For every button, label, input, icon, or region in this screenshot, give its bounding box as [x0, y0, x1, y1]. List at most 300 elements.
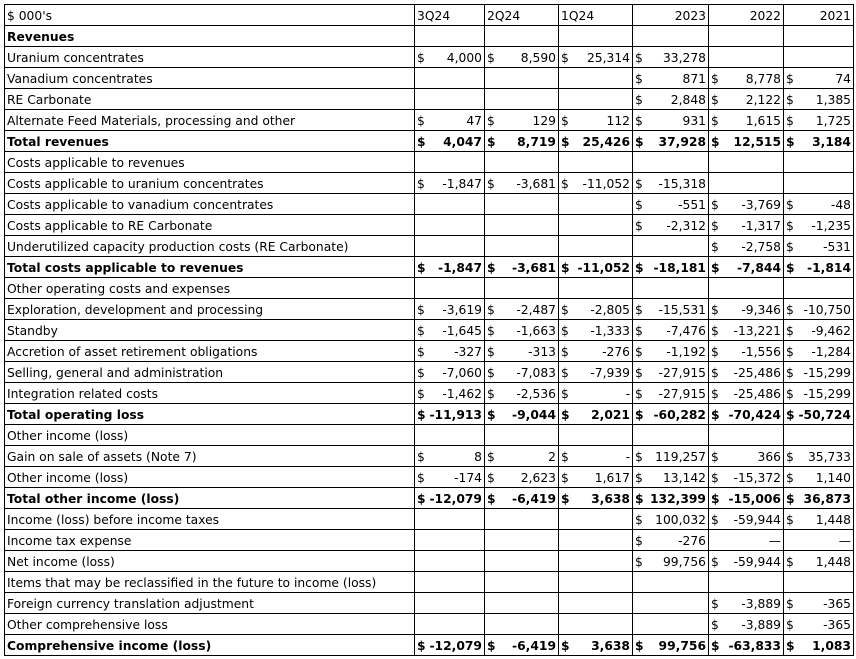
value-cell	[784, 152, 854, 173]
row-label: Alternate Feed Materials, processing and other	[5, 110, 415, 131]
amount: -365	[823, 597, 851, 611]
row-label: Other income (loss)	[5, 425, 415, 446]
table-row	[5, 194, 854, 215]
value-cell	[415, 341, 485, 362]
currency-symbol: $	[786, 492, 795, 506]
row-label: Foreign currency translation adjustment	[5, 593, 415, 614]
amount: -2,805	[590, 303, 630, 317]
amount: -9,044	[512, 408, 556, 422]
value-cell	[633, 425, 709, 446]
value-cell	[784, 362, 854, 383]
value-cell	[485, 320, 559, 341]
value-cell	[633, 278, 709, 299]
currency-symbol: $	[635, 639, 644, 653]
value-cell	[415, 614, 485, 635]
value-cell	[633, 551, 709, 572]
currency-symbol: $	[711, 387, 719, 401]
value-cell	[709, 278, 784, 299]
value-cell	[709, 68, 784, 89]
currency-symbol: $	[635, 534, 643, 548]
value-cell	[709, 635, 784, 656]
currency-symbol: $	[487, 135, 496, 149]
currency-symbol: $	[786, 135, 795, 149]
row-label: Other comprehensive loss	[5, 614, 415, 635]
value-cell	[709, 404, 784, 425]
value-cell	[784, 446, 854, 467]
table-row	[5, 593, 854, 614]
value-cell	[633, 341, 709, 362]
value-cell	[485, 362, 559, 383]
currency-symbol: $	[635, 471, 643, 485]
currency-symbol: $	[635, 555, 643, 569]
value-cell	[559, 404, 633, 425]
value-cell	[784, 341, 854, 362]
amount: -551	[678, 198, 706, 212]
value-cell	[485, 467, 559, 488]
amount: -1,847	[438, 261, 482, 275]
table-row	[5, 320, 854, 341]
amount: -70,424	[728, 408, 781, 422]
currency-symbol: $	[561, 450, 569, 464]
value-cell	[485, 173, 559, 194]
amount: -174	[454, 471, 482, 485]
column-header: 2022	[709, 5, 784, 26]
amount: 37,928	[658, 135, 706, 149]
currency-symbol: $	[711, 240, 719, 254]
amount: -15,299	[803, 387, 851, 401]
value-cell	[415, 110, 485, 131]
value-cell	[633, 152, 709, 173]
currency-symbol: $	[561, 492, 570, 506]
currency-symbol: $	[487, 177, 495, 191]
value-cell	[784, 467, 854, 488]
table-row	[5, 26, 854, 47]
amount: -11,052	[577, 261, 630, 275]
value-cell	[709, 173, 784, 194]
value-cell	[485, 614, 559, 635]
currency-symbol: $	[487, 303, 495, 317]
value-cell	[709, 215, 784, 236]
row-label: Other income (loss)	[5, 467, 415, 488]
value-cell	[633, 446, 709, 467]
table-row	[5, 446, 854, 467]
value-cell	[784, 68, 854, 89]
amount: -1,663	[516, 324, 556, 338]
column-header: 3Q24	[415, 5, 485, 26]
currency-symbol: $	[635, 408, 644, 422]
value-cell	[709, 131, 784, 152]
amount: 99,756	[662, 555, 706, 569]
currency-symbol: $	[561, 261, 570, 275]
value-cell	[784, 131, 854, 152]
value-cell	[485, 530, 559, 551]
value-cell	[415, 362, 485, 383]
currency-symbol: $	[711, 492, 720, 506]
row-label: Gain on sale of assets (Note 7)	[5, 446, 415, 467]
amount: 25,314	[586, 51, 630, 65]
currency-symbol: $	[711, 219, 719, 233]
currency-symbol: $	[711, 72, 719, 86]
value-cell	[784, 572, 854, 593]
amount: -3,889	[741, 618, 781, 632]
amount: 1,725	[815, 114, 851, 128]
currency-symbol: $	[417, 639, 426, 653]
amount: -27,915	[658, 387, 706, 401]
table-row	[5, 257, 854, 278]
currency-symbol: $	[635, 198, 643, 212]
value-cell	[485, 425, 559, 446]
row-label: Income (loss) before income taxes	[5, 509, 415, 530]
currency-symbol: $	[711, 450, 719, 464]
amount: -25,486	[733, 366, 781, 380]
value-cell	[415, 383, 485, 404]
amount: 1,083	[812, 639, 851, 653]
amount: -531	[823, 240, 851, 254]
amount: -1,317	[741, 219, 781, 233]
header-row	[5, 5, 854, 26]
amount: -3,889	[741, 597, 781, 611]
row-label: Costs applicable to vanadium concentrates	[5, 194, 415, 215]
value-cell	[633, 257, 709, 278]
amount: 4,047	[443, 135, 482, 149]
value-cell	[633, 68, 709, 89]
currency-symbol: $	[561, 345, 569, 359]
value-cell	[559, 236, 633, 257]
row-label: Vanadium concentrates	[5, 68, 415, 89]
currency-symbol: $	[487, 114, 495, 128]
value-cell	[485, 236, 559, 257]
currency-symbol: $	[417, 261, 426, 275]
value-cell	[415, 425, 485, 446]
currency-symbol: $	[786, 471, 794, 485]
amount: 8,719	[517, 135, 556, 149]
currency-symbol: $	[711, 93, 719, 107]
amount: 3,638	[591, 639, 630, 653]
row-label: Revenues	[5, 26, 415, 47]
value-cell	[709, 194, 784, 215]
value-cell	[633, 320, 709, 341]
amount: -11,052	[582, 177, 630, 191]
value-cell	[559, 362, 633, 383]
amount: -1,333	[590, 324, 630, 338]
table-row	[5, 509, 854, 530]
currency-symbol: $	[786, 366, 794, 380]
value-cell	[559, 635, 633, 656]
value-cell	[709, 530, 784, 551]
currency-symbol: $	[711, 366, 719, 380]
amount: -7,476	[666, 324, 706, 338]
currency-symbol: $	[711, 597, 719, 611]
value-cell	[784, 278, 854, 299]
amount: -60,282	[653, 408, 706, 422]
currency-symbol: $	[786, 597, 794, 611]
amount: -15,531	[658, 303, 706, 317]
value-cell	[559, 47, 633, 68]
table-row	[5, 635, 854, 656]
currency-symbol: $	[417, 51, 425, 65]
amount: -63,833	[728, 639, 781, 653]
row-label: Accretion of asset retirement obligations	[5, 341, 415, 362]
table-row	[5, 488, 854, 509]
amount: -327	[454, 345, 482, 359]
value-cell	[485, 341, 559, 362]
value-cell	[633, 362, 709, 383]
amount: -1,814	[807, 261, 851, 275]
amount: -	[625, 450, 630, 464]
value-cell	[709, 551, 784, 572]
value-cell	[485, 383, 559, 404]
currency-symbol: $	[711, 345, 719, 359]
value-cell	[633, 299, 709, 320]
value-cell	[784, 236, 854, 257]
value-cell	[633, 572, 709, 593]
currency-symbol: $	[786, 324, 794, 338]
currency-symbol: $	[417, 303, 425, 317]
financial-table	[4, 4, 854, 656]
table-row	[5, 152, 854, 173]
currency-symbol: $	[417, 366, 425, 380]
currency-symbol: $	[417, 114, 425, 128]
value-cell	[709, 257, 784, 278]
table-row	[5, 173, 854, 194]
currency-symbol: $	[487, 366, 495, 380]
table-row	[5, 278, 854, 299]
amount: 2	[548, 450, 556, 464]
amount: 1,448	[815, 513, 851, 527]
value-cell	[784, 509, 854, 530]
currency-symbol: $	[786, 387, 794, 401]
value-cell	[485, 572, 559, 593]
value-cell	[559, 425, 633, 446]
amount: -27,915	[658, 366, 706, 380]
value-cell	[485, 593, 559, 614]
column-header: 2Q24	[485, 5, 559, 26]
row-label: Exploration, development and processing	[5, 299, 415, 320]
amount: 33,278	[662, 51, 706, 65]
amount: -7,939	[590, 366, 630, 380]
amount: 8,778	[745, 72, 781, 86]
amount: -276	[678, 534, 706, 548]
amount: 1,385	[815, 93, 851, 107]
amount: -2,536	[516, 387, 556, 401]
value-cell	[415, 89, 485, 110]
currency-symbol: $	[711, 471, 719, 485]
amount: 8	[474, 450, 482, 464]
currency-symbol: $	[417, 471, 425, 485]
currency-symbol: $	[786, 555, 794, 569]
value-cell	[415, 257, 485, 278]
value-cell	[559, 278, 633, 299]
value-cell	[559, 551, 633, 572]
currency-symbol: $	[487, 450, 495, 464]
currency-symbol: $	[786, 261, 795, 275]
value-cell	[784, 551, 854, 572]
column-header: 1Q24	[559, 5, 633, 26]
currency-symbol: $	[635, 492, 644, 506]
amount: -48	[830, 198, 851, 212]
unit-label: $ 000's	[5, 5, 415, 26]
currency-symbol: $	[487, 408, 496, 422]
amount: 132,399	[649, 492, 706, 506]
value-cell	[784, 635, 854, 656]
value-cell	[633, 215, 709, 236]
value-cell	[784, 320, 854, 341]
value-cell	[485, 110, 559, 131]
amount: 8,590	[520, 51, 556, 65]
amount: 25,426	[582, 135, 630, 149]
amount: -3,619	[442, 303, 482, 317]
currency-symbol: $	[561, 366, 569, 380]
currency-symbol: $	[786, 72, 794, 86]
currency-symbol: $	[487, 345, 495, 359]
value-cell	[415, 572, 485, 593]
amount: -1,847	[442, 177, 482, 191]
value-cell	[485, 509, 559, 530]
amount: -7,060	[442, 366, 482, 380]
row-label: Costs applicable to revenues	[5, 152, 415, 173]
value-cell	[415, 194, 485, 215]
value-cell	[709, 26, 784, 47]
value-cell	[709, 47, 784, 68]
amount: 12,515	[733, 135, 781, 149]
value-cell	[784, 215, 854, 236]
currency-symbol: $	[635, 366, 643, 380]
value-cell	[784, 110, 854, 131]
value-cell	[415, 68, 485, 89]
value-cell	[559, 215, 633, 236]
amount: 871	[682, 72, 706, 86]
row-label: Total costs applicable to revenues	[5, 257, 415, 278]
currency-symbol: $	[711, 555, 719, 569]
amount: —	[768, 534, 781, 548]
table-row	[5, 299, 854, 320]
amount: -25,486	[733, 387, 781, 401]
currency-symbol: $	[487, 261, 496, 275]
value-cell	[633, 467, 709, 488]
amount: -2,487	[516, 303, 556, 317]
table-row	[5, 530, 854, 551]
value-cell	[415, 173, 485, 194]
row-label: Standby	[5, 320, 415, 341]
value-cell	[633, 383, 709, 404]
amount: -1,645	[442, 324, 482, 338]
currency-symbol: $	[417, 324, 425, 338]
value-cell	[485, 635, 559, 656]
value-cell	[559, 488, 633, 509]
currency-symbol: $	[635, 303, 643, 317]
value-cell	[633, 488, 709, 509]
currency-symbol: $	[487, 471, 495, 485]
currency-symbol: $	[635, 219, 643, 233]
amount: 112	[606, 114, 630, 128]
table-row	[5, 614, 854, 635]
currency-symbol: $	[786, 303, 794, 317]
amount: 1,448	[815, 555, 851, 569]
currency-symbol: $	[711, 618, 719, 632]
row-label: Underutilized capacity production costs (RE Carbonate)	[5, 236, 415, 257]
value-cell	[633, 26, 709, 47]
value-cell	[485, 257, 559, 278]
value-cell	[559, 530, 633, 551]
amount: -13,221	[733, 324, 781, 338]
amount: -1,235	[811, 219, 851, 233]
value-cell	[415, 215, 485, 236]
value-cell	[485, 551, 559, 572]
amount: 74	[835, 72, 851, 86]
value-cell	[485, 47, 559, 68]
column-header: 2023	[633, 5, 709, 26]
value-cell	[415, 320, 485, 341]
value-cell	[709, 488, 784, 509]
currency-symbol: $	[635, 114, 643, 128]
amount: -59,944	[733, 513, 781, 527]
row-label: Integration related costs	[5, 383, 415, 404]
value-cell	[415, 47, 485, 68]
value-cell	[415, 131, 485, 152]
currency-symbol: $	[786, 639, 795, 653]
value-cell	[559, 26, 633, 47]
amount: -	[625, 387, 630, 401]
currency-symbol: $	[561, 51, 569, 65]
amount: 13,142	[662, 471, 706, 485]
amount: -3,681	[512, 261, 556, 275]
currency-symbol: $	[635, 345, 643, 359]
currency-symbol: $	[786, 198, 794, 212]
amount: -3,681	[516, 177, 556, 191]
value-cell	[415, 26, 485, 47]
amount: -2,758	[741, 240, 781, 254]
row-label: Total operating loss	[5, 404, 415, 425]
value-cell	[559, 194, 633, 215]
amount: -12,079	[429, 492, 482, 506]
currency-symbol: $	[635, 51, 643, 65]
amount: -1,284	[811, 345, 851, 359]
value-cell	[709, 362, 784, 383]
value-cell	[633, 635, 709, 656]
value-cell	[784, 593, 854, 614]
value-cell	[485, 26, 559, 47]
currency-symbol: $	[561, 135, 570, 149]
value-cell	[559, 572, 633, 593]
currency-symbol: $	[487, 639, 496, 653]
currency-symbol: $	[711, 198, 719, 212]
currency-symbol: $	[711, 114, 719, 128]
value-cell	[559, 509, 633, 530]
value-cell	[415, 467, 485, 488]
currency-symbol: $	[635, 450, 643, 464]
value-cell	[415, 530, 485, 551]
value-cell	[784, 530, 854, 551]
amount: -2,312	[666, 219, 706, 233]
row-label: Income tax expense	[5, 530, 415, 551]
currency-symbol: $	[417, 387, 425, 401]
value-cell	[559, 341, 633, 362]
row-label: Uranium concentrates	[5, 47, 415, 68]
currency-symbol: $	[487, 324, 495, 338]
currency-symbol: $	[561, 114, 569, 128]
value-cell	[559, 593, 633, 614]
amount: -50,724	[798, 408, 851, 422]
value-cell	[784, 614, 854, 635]
amount: -9,346	[741, 303, 781, 317]
value-cell	[633, 530, 709, 551]
value-cell	[633, 110, 709, 131]
amount: -7,083	[516, 366, 556, 380]
row-label: Items that may be reclassified in the future to income (loss)	[5, 572, 415, 593]
value-cell	[709, 467, 784, 488]
amount: -1,192	[666, 345, 706, 359]
table-row	[5, 383, 854, 404]
